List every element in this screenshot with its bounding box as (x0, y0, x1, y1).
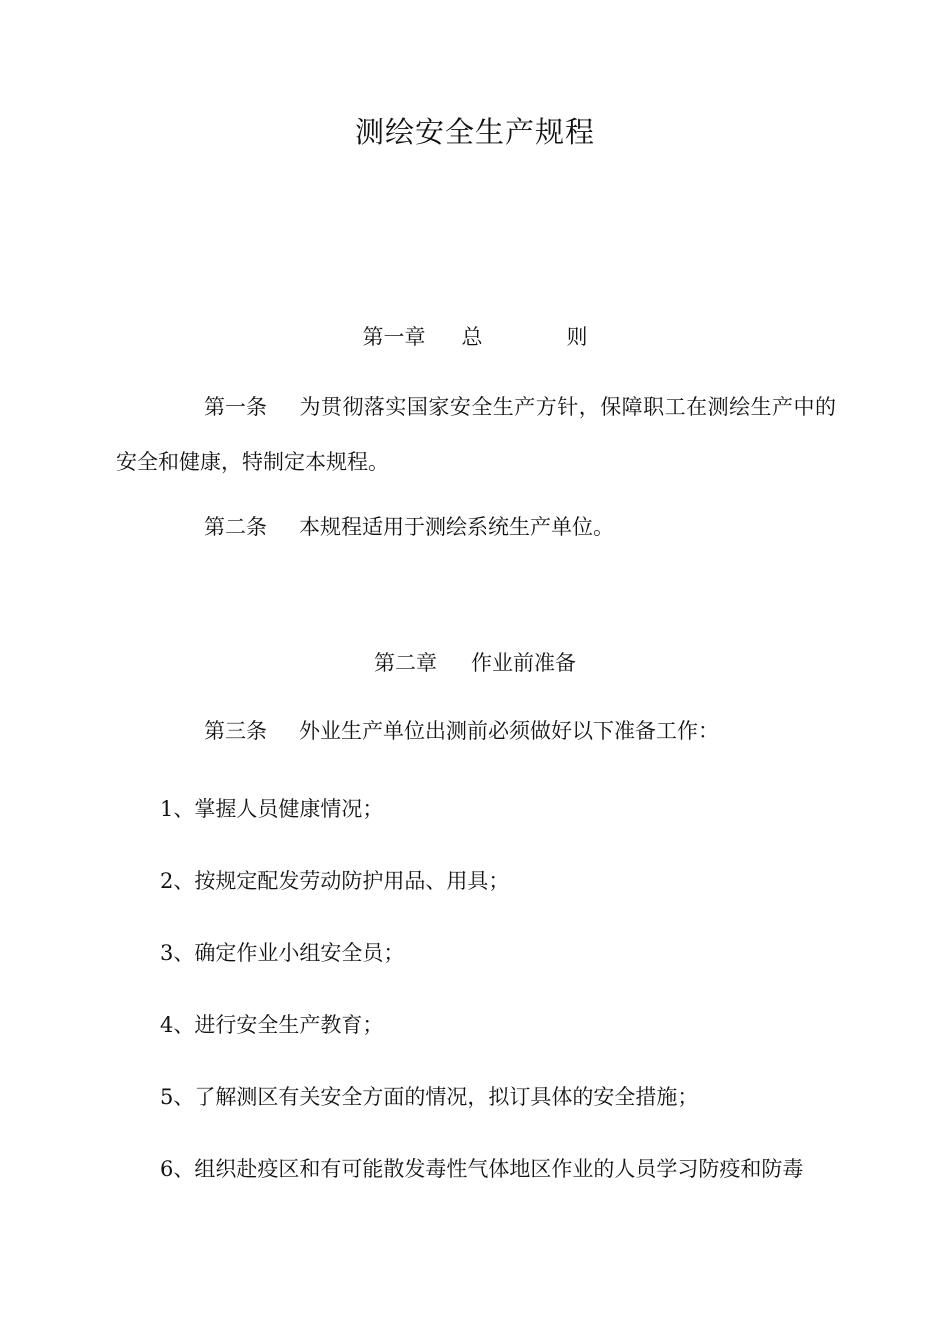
item-number: 4 (160, 1013, 174, 1037)
item-separator: 、 (173, 869, 195, 893)
item-number: 5 (160, 1085, 174, 1109)
item-separator: 、 (173, 1157, 195, 1181)
article-text: 外业生产单位出测前必须做好以下准备工作： (299, 719, 719, 743)
list-item (160, 866, 836, 896)
item-separator: 、 (173, 941, 195, 965)
article-label: 第二条 (204, 515, 267, 539)
chapter-name: 作业前准备 (471, 651, 576, 675)
article-text: 为贯彻落实国家安全生产方针，保障职工在测绘生产中的安全和健康，特制定本规程。 (116, 395, 836, 474)
article-text: 本规程适用于测绘系统生产单位。 (299, 515, 614, 539)
list-item (160, 794, 836, 824)
item-text: 了解测区有关安全方面的情况，拟订具体的安全措施； (194, 1085, 699, 1109)
chapter-name: 总 则 (461, 325, 588, 349)
article-label: 第一条 (204, 395, 267, 419)
chapter-heading-2 (0, 648, 950, 678)
item-number: 1 (160, 797, 174, 821)
article-2 (116, 500, 836, 555)
item-separator: 、 (173, 1085, 195, 1109)
list-item (160, 1082, 836, 1112)
item-number: 2 (160, 869, 174, 893)
list-item (160, 938, 836, 968)
item-separator: 、 (173, 1013, 195, 1037)
item-number: 3 (160, 941, 174, 965)
list-item (160, 1154, 836, 1184)
item-number: 6 (160, 1157, 174, 1181)
item-text: 确定作业小组安全员； (194, 941, 405, 965)
item-text: 按规定配发劳动防护用品、用具； (194, 869, 510, 893)
item-text: 组织赴疫区和有可能散发毒性气体地区作业的人员学习防疫和防毒 (194, 1157, 804, 1181)
item-text: 掌握人员健康情况； (194, 797, 384, 821)
document-title: 测绘安全生产规程 (354, 115, 595, 149)
list-item (160, 1010, 836, 1040)
item-text: 进行安全生产教育； (194, 1013, 384, 1037)
chapter-label: 第一章 (362, 325, 426, 349)
chapter-label: 第二章 (374, 651, 437, 675)
item-separator: 、 (173, 797, 195, 821)
article-label: 第三条 (204, 719, 267, 743)
chapter-heading-1 (0, 322, 950, 352)
article-3 (116, 704, 836, 759)
article-1 (116, 380, 836, 490)
